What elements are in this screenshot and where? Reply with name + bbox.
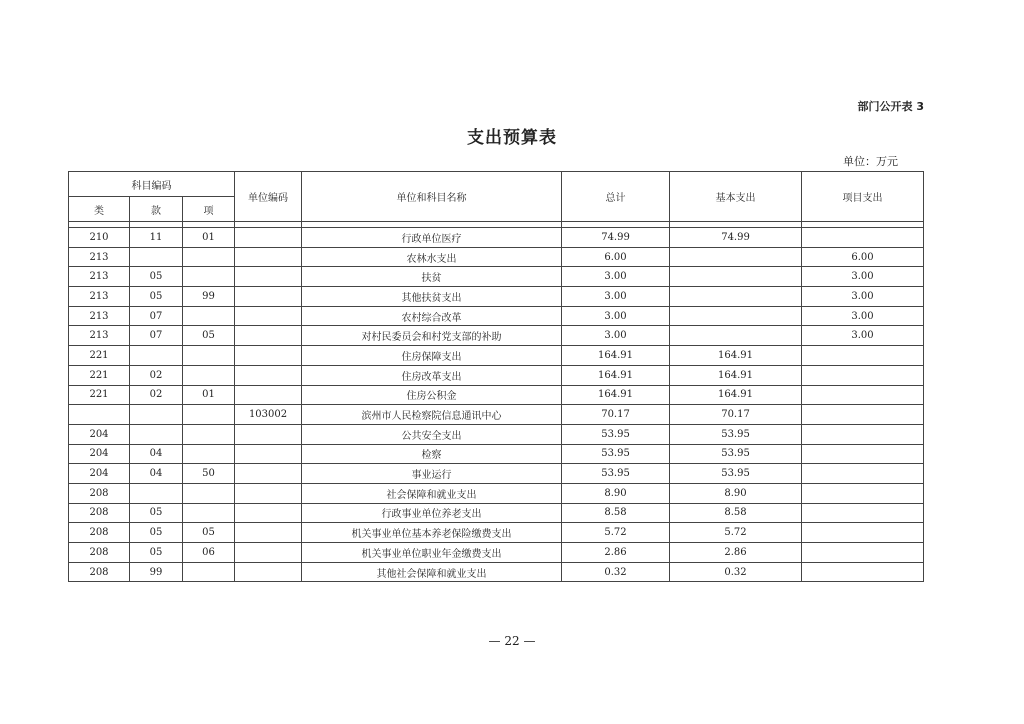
cell-total: 53.95 [562, 444, 670, 464]
cell-xiang [183, 365, 235, 385]
cell-total: 3.00 [562, 306, 670, 326]
unit-label: 单位：万元 [843, 155, 898, 168]
cell-total: 8.58 [562, 503, 670, 523]
cell-lei: 221 [69, 346, 130, 366]
cell-lei: 204 [69, 424, 130, 444]
cell-basic: 53.95 [670, 464, 802, 484]
cell-xiang: 06 [183, 543, 235, 563]
header-total: 总计 [562, 172, 670, 222]
cell-project [802, 228, 924, 248]
cell-kuan: 04 [130, 464, 183, 484]
cell-project [802, 365, 924, 385]
cell-xiang [183, 444, 235, 464]
cell-name: 住房公积金 [302, 385, 562, 405]
header-code-group: 科目编码 [69, 172, 235, 197]
header-unit-code: 单位编码 [235, 172, 302, 222]
cell-project [802, 444, 924, 464]
cell-lei: 213 [69, 247, 130, 267]
cell-basic: 8.90 [670, 483, 802, 503]
cell-xiang [183, 424, 235, 444]
cell-basic: 53.95 [670, 424, 802, 444]
cell-total: 2.86 [562, 543, 670, 563]
cell-xiang: 50 [183, 464, 235, 484]
header-lei: 类 [69, 197, 130, 222]
cell-basic: 8.58 [670, 503, 802, 523]
table-row [69, 365, 924, 385]
cell-project [802, 405, 924, 425]
cell-project [802, 464, 924, 484]
cell-kuan: 05 [130, 523, 183, 543]
cell-lei [69, 405, 130, 425]
cell-project [802, 503, 924, 523]
cell-unit-code [235, 483, 302, 503]
cell-kuan: 04 [130, 444, 183, 464]
cell-unit-code [235, 267, 302, 287]
table-row [69, 247, 924, 267]
cell-unit-code [235, 247, 302, 267]
cell-unit-code [235, 543, 302, 563]
cell-name: 农林水支出 [302, 247, 562, 267]
cell-project [802, 346, 924, 366]
cell-project: 3.00 [802, 287, 924, 307]
cell-lei: 208 [69, 562, 130, 582]
header-project: 项目支出 [802, 172, 924, 222]
cell-total: 53.95 [562, 464, 670, 484]
cell-project: 3.00 [802, 267, 924, 287]
cell-unit-code [235, 365, 302, 385]
cell-name: 滨州市人民检察院信息通讯中心 [302, 405, 562, 425]
cell-unit-code [235, 326, 302, 346]
cell-kuan: 07 [130, 326, 183, 346]
table-row [69, 543, 924, 563]
cell-name: 社会保障和就业支出 [302, 483, 562, 503]
cell-name: 机关事业单位基本养老保险缴费支出 [302, 523, 562, 543]
cell-kuan: 07 [130, 306, 183, 326]
cell-xiang: 05 [183, 326, 235, 346]
cell-lei: 213 [69, 306, 130, 326]
cell-total: 70.17 [562, 405, 670, 425]
cell-total: 164.91 [562, 365, 670, 385]
cell-lei: 213 [69, 287, 130, 307]
cell-lei: 208 [69, 523, 130, 543]
cell-unit-code [235, 503, 302, 523]
cell-kuan [130, 346, 183, 366]
cell-lei: 213 [69, 267, 130, 287]
cell-kuan: 11 [130, 228, 183, 248]
table-row [69, 267, 924, 287]
table-row [69, 483, 924, 503]
table-row [69, 444, 924, 464]
cell-basic: 0.32 [670, 562, 802, 582]
cell-xiang [183, 247, 235, 267]
cell-basic [670, 306, 802, 326]
cell-basic: 2.86 [670, 543, 802, 563]
cell-kuan [130, 247, 183, 267]
table-row [69, 424, 924, 444]
cell-xiang: 05 [183, 523, 235, 543]
cell-name: 对村民委员会和村党支部的补助 [302, 326, 562, 346]
cell-lei: 221 [69, 365, 130, 385]
table-row [69, 562, 924, 582]
cell-name: 事业运行 [302, 464, 562, 484]
header-row-1 [69, 172, 924, 197]
cell-unit-code: 103002 [235, 405, 302, 425]
table-row [69, 523, 924, 543]
cell-lei: 213 [69, 326, 130, 346]
page-number: — 22 — [488, 634, 536, 648]
cell-total: 53.95 [562, 424, 670, 444]
cell-name: 行政单位医疗 [302, 228, 562, 248]
cell-project [802, 385, 924, 405]
table-row [69, 346, 924, 366]
cell-kuan: 05 [130, 267, 183, 287]
cell-name: 公共安全支出 [302, 424, 562, 444]
cell-total: 5.72 [562, 523, 670, 543]
table-body [69, 222, 924, 582]
table-row [69, 385, 924, 405]
cell-total: 3.00 [562, 326, 670, 346]
cell-unit-code [235, 562, 302, 582]
table-row [69, 326, 924, 346]
cell-basic [670, 247, 802, 267]
cell-total: 0.32 [562, 562, 670, 582]
cell-basic [670, 287, 802, 307]
page-title: 支出预算表 [467, 128, 557, 148]
cell-xiang: 01 [183, 385, 235, 405]
cell-unit-code [235, 385, 302, 405]
cell-total: 164.91 [562, 385, 670, 405]
cell-xiang [183, 483, 235, 503]
cell-unit-code [235, 523, 302, 543]
cell-unit-code [235, 228, 302, 248]
cell-total: 3.00 [562, 267, 670, 287]
cell-name: 住房保障支出 [302, 346, 562, 366]
cell-name: 农村综合改革 [302, 306, 562, 326]
cell-lei: 204 [69, 444, 130, 464]
cell-total: 8.90 [562, 483, 670, 503]
cell-basic: 164.91 [670, 385, 802, 405]
header-name: 单位和科目名称 [302, 172, 562, 222]
cell-xiang [183, 267, 235, 287]
cell-project [802, 543, 924, 563]
cell-lei: 210 [69, 228, 130, 248]
cell-name: 扶贫 [302, 267, 562, 287]
cell-project [802, 523, 924, 543]
cell-kuan [130, 424, 183, 444]
cell-kuan: 05 [130, 543, 183, 563]
table-row [69, 503, 924, 523]
cell-name: 行政事业单位养老支出 [302, 503, 562, 523]
header-xiang: 项 [183, 197, 235, 222]
cell-kuan [130, 483, 183, 503]
cell-total: 74.99 [562, 228, 670, 248]
cell-kuan [130, 405, 183, 425]
cell-xiang: 99 [183, 287, 235, 307]
cell-project [802, 562, 924, 582]
cell-unit-code [235, 444, 302, 464]
cell-name: 检察 [302, 444, 562, 464]
cell-project: 6.00 [802, 247, 924, 267]
header-kuan: 款 [130, 197, 183, 222]
cell-unit-code [235, 346, 302, 366]
cell-basic: 70.17 [670, 405, 802, 425]
cell-total: 164.91 [562, 346, 670, 366]
cell-basic [670, 326, 802, 346]
cell-kuan: 02 [130, 385, 183, 405]
cell-project: 3.00 [802, 326, 924, 346]
cell-basic: 74.99 [670, 228, 802, 248]
cell-total: 6.00 [562, 247, 670, 267]
cell-basic: 164.91 [670, 346, 802, 366]
cell-kuan: 05 [130, 287, 183, 307]
cell-kuan: 05 [130, 503, 183, 523]
cell-project: 3.00 [802, 306, 924, 326]
cell-basic: 53.95 [670, 444, 802, 464]
cell-kuan: 99 [130, 562, 183, 582]
cell-basic: 164.91 [670, 365, 802, 385]
cell-name: 住房改革支出 [302, 365, 562, 385]
cell-unit-code [235, 287, 302, 307]
cell-xiang [183, 405, 235, 425]
cell-kuan: 02 [130, 365, 183, 385]
cell-lei: 204 [69, 464, 130, 484]
cell-xiang [183, 503, 235, 523]
cell-lei: 208 [69, 503, 130, 523]
cell-unit-code [235, 306, 302, 326]
header-basic: 基本支出 [670, 172, 802, 222]
cell-lei: 221 [69, 385, 130, 405]
cell-name: 机关事业单位职业年金缴费支出 [302, 543, 562, 563]
expenditure-budget-table [68, 171, 924, 582]
cell-basic [670, 267, 802, 287]
document-label: 部门公开表 3 [857, 100, 924, 113]
table-row [69, 464, 924, 484]
cell-basic: 5.72 [670, 523, 802, 543]
cell-project [802, 424, 924, 444]
cell-unit-code [235, 464, 302, 484]
cell-xiang [183, 346, 235, 366]
table-row [69, 228, 924, 248]
table-row [69, 287, 924, 307]
table-row [69, 306, 924, 326]
cell-xiang: 01 [183, 228, 235, 248]
table-row [69, 405, 924, 425]
cell-xiang [183, 306, 235, 326]
cell-unit-code [235, 424, 302, 444]
cell-name: 其他社会保障和就业支出 [302, 562, 562, 582]
cell-project [802, 483, 924, 503]
cell-lei: 208 [69, 483, 130, 503]
cell-xiang [183, 562, 235, 582]
cell-lei: 208 [69, 543, 130, 563]
cell-name: 其他扶贫支出 [302, 287, 562, 307]
cell-total: 3.00 [562, 287, 670, 307]
